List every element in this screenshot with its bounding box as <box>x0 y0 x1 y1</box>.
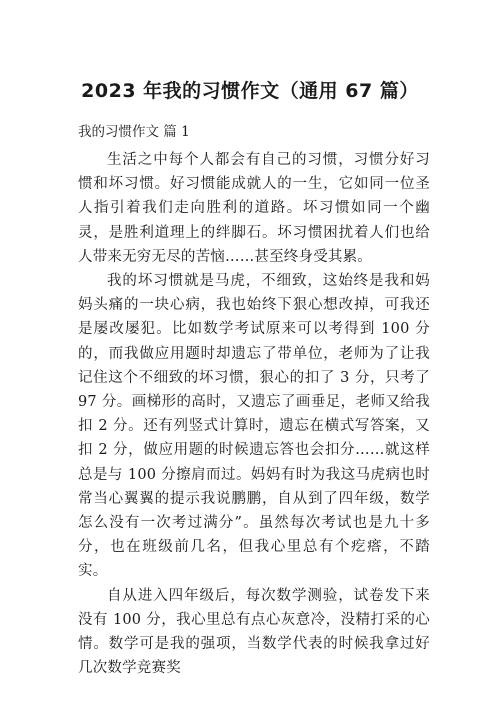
paragraph-2: 我的坏习惯就是马虎，不细致，这始终是我和妈妈头痛的一块心病，我也始终下狠心想改掉，可我还是屡改屡犯。比如数学考试原来可以考得到 100 分的，而我做应用题时却遗忘了带单位，老师为了让我记住这个不细致的坏习惯，狠心的扣了 3 分，只考了 97 分。画梯形的高时，又遗忘了画垂足，老师又给我扣 2 分。还有列竖式计算时，遗忘在横式写答案，又扣 2 分，做应用题的时候遗忘答也会扣分……就这样总是与 100 分擦肩而过。妈妈有时为我这马虎病也时常当心翼翼的提示我说鹏鹏，自从到了四年级，数学怎么没有一次考过满分”。虽然每次考试也是九十多分，也在班级前几名，但我心里总有个疙瘩，不踏实。 <box>78 273 430 580</box>
paragraph-1: 生活之中每个人都会有自己的习惯，习惯分好习惯和坏习惯。好习惯能成就人的一生，它如同一位圣人指引着我们走向胜利的道路。坏习惯如同一个幽灵，是胜利道理上的绊脚石。坏习惯困扰着人们也给人带来无穷无尽的苦恼……甚至终身受其累。 <box>78 152 430 265</box>
article-body <box>78 148 430 680</box>
paragraph-3: 自从进入四年级后，每次数学测验，试卷发下来没有 100 分，我心里总有点心灰意冷，没精打采的心情。数学可是我的强项，当数学代表的时候我拿过好几次数学竞赛奖 <box>78 587 430 677</box>
document-title: 2023 年我的习惯作文（通用 67 篇） <box>81 80 419 102</box>
section-heading: 我的习惯作文 篇 1 <box>78 124 190 140</box>
